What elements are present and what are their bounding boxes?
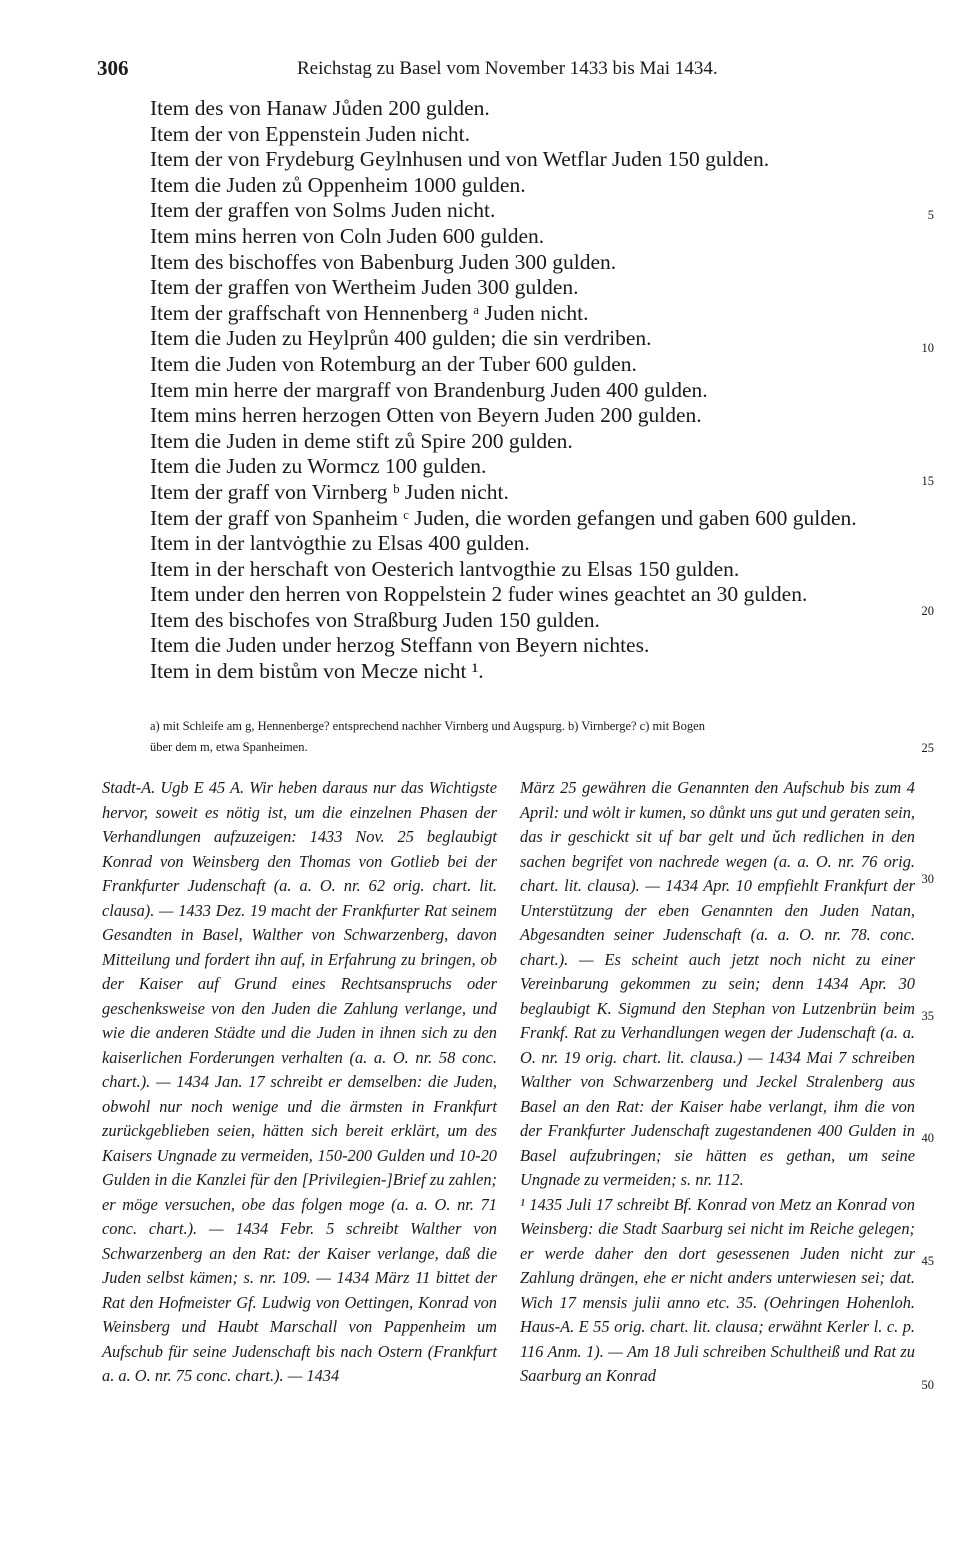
footnote-1-paragraph: ¹ 1435 Juli 17 schreibt Bf. Konrad von Metz an Konrad von Weinsberg: die Stadt Saarburg sei nicht im Reiche gelegen; er werde daher den dort gesessenen Juden nicht zur Zahlung drängen, ehe er nicht anders unterwiesen sei; dat. Wich 17 mensis julii anno etc. 35. (Oehringen Hohenloh. Haus-A. E 55 orig. chart. lit. clausa; erwähnt Kerler l. c. p. 116 Anm. 1). — Am 18 Juli schreiben Schultheiß und Rat zu Saarburg an Konrad — [520, 1194, 915, 1385]
commentary-right-column — [520, 776, 915, 1389]
commentary — [96, 776, 920, 1516]
line-number: 10 — [921, 341, 934, 355]
item-entry: Item mins herren herzogen Otten von Beyern Juden 200 gulden. — [150, 403, 702, 428]
item-entry: Item die Juden zů Oppenheim 1000 gulden. — [150, 172, 526, 197]
page-header — [97, 56, 927, 86]
item-entry: Item in dem bistům von Mecze nicht ¹. — [150, 659, 484, 684]
apparatus-footnotes — [150, 716, 920, 758]
footnote-line: über dem m, etwa Spanheimen. — [150, 740, 308, 754]
commentary-left-column — [102, 776, 497, 1389]
line-number: 5 — [927, 208, 934, 222]
item-entry: Item die Juden von Rotemburg an der Tuber 600 gulden. — [150, 351, 637, 376]
item-entry: Item in der herschaft von Oesterich lantvogthie zu Elsas 150 gulden. — [150, 556, 740, 581]
commentary-paragraph: Stadt-A. Ugb E 45 A. Wir heben daraus nur das Wichtigste hervor, soweit es nötig ist, um die einzelnen Phasen der Verhandlungen aufzuzeigen: 1433 Nov. 25 beglaubigt Konrad von Weinsberg den Thomas von Gotlieb bei der Frankfurter Judenschaft (a. a. O. nr. 62 orig. chart. lit. clausa). — 1433 Dez. 19 macht der Frankfurter Rat seinem Gesandten in Basel, Walther von Schwarzenberg, davon Mitteilung und fordert ihn auf, in Erfahrung zu bringen, ob der Kaiser auf Grund eines Rechtsanspruchs oder geschenksweise von den Juden die Zahlung verlange, und wie die anderen Städte und die Juden in ihnen sich zu den kaiserlichen Forderungen verhalten (a. a. O. nr. 58 conc. chart.). — 1434 Jan. 17 schreibt er demselben: die Juden, obwohl nur noch wenige und die ärmsten in Frankfurt zurückgeblieben seien, hätten sich bereit erklärt, um des Kaisers Ungnade zu vermeiden, 150-200 Gulden und 10-20 Gulden in die Kanzlei für den [Privilegien-]Brief zu zahlen; er möge versuchen, obe das folgen moge (a. a. O. nr. 71 conc. chart.). — 1434 Febr. 5 schreibt Walther von Schwarzenberg an den Rat: der Kaiser verlange, daß die Juden selbst kämen; s. nr. 109. — 1434 März 11 bittet der Rat den Hofmeister Gf. Ludwig von Oettingen, Konrad von Weinsberg und Haubt Marschall von Pappenheim um Aufschub für seine Judenschaft bis nach Ostern (Frankfurt a. a. O. nr. 75 conc. chart.). — 1434 — [102, 778, 497, 1385]
item-entry: Item der graffen von Wertheim Juden 300 gulden. — [150, 275, 579, 300]
item-entry: Item der graffen von Solms Juden nicht. — [150, 198, 496, 223]
line-number: 50 — [921, 1378, 934, 1392]
item-entry: Item min herre der margraff von Brandenburg Juden 400 gulden. — [150, 377, 708, 402]
item-entry: Item die Juden in deme stift zů Spire 200 gulden. — [150, 428, 573, 453]
item-list — [150, 96, 930, 685]
item-entry: Item der von Eppenstein Juden nicht. — [150, 121, 471, 146]
footnote-line: a) mit Schleife am g, Hennenberge? entsprechend nachher Virnberg und Augspurg. b) Virnberge? c) mit Bogen — [150, 719, 705, 733]
item-entry: Item die Juden under herzog Steffann von Beyern nichtes. — [150, 633, 650, 658]
page-number: 306 — [97, 56, 129, 80]
item-entry: Item der von Frydeburg Geylnhusen und von Wetflar Juden 150 gulden. — [150, 147, 770, 172]
item-entry: Item die Juden zu Heylprůn 400 gulden; die sin verdriben. — [150, 326, 652, 351]
item-entry: Item des von Hanaw Jůden 200 gulden. — [150, 96, 490, 120]
line-number: 45 — [921, 1254, 934, 1268]
line-number: 35 — [921, 1009, 934, 1023]
item-entry: Item in der lantvȯgthie zu Elsas 400 gulden. — [150, 531, 530, 556]
line-number: 20 — [921, 604, 934, 618]
line-number: 15 — [921, 474, 934, 488]
running-title: Reichstag zu Basel vom November 1433 bis Mai 1434. — [297, 58, 718, 79]
line-number: 25 — [921, 741, 934, 755]
item-entry: Item mins herren von Coln Juden 600 gulden. — [150, 223, 545, 248]
item-entry: Item der graffschaft von Hennenberg ᵃ Juden nicht. — [150, 300, 589, 325]
item-entry: Item under den herren von Roppelstein 2 fuder wines geachtet an 30 gulden. — [150, 582, 808, 607]
line-number: 30 — [921, 872, 934, 886]
item-entry: Item des bischofes von Straßburg Juden 150 gulden. — [150, 607, 600, 632]
item-entry: Item des bischoffes von Babenburg Juden 300 gulden. — [150, 249, 617, 274]
item-entry: Item die Juden zu Wormcz 100 gulden. — [150, 454, 487, 479]
item-entry: Item der graff von Spanheim ᶜ Juden, die worden gefangen und gaben 600 gulden. — [150, 505, 857, 530]
line-number: 40 — [921, 1131, 934, 1145]
commentary-paragraph: März 25 gewähren die Genannten den Aufschub bis zum 4 April: und wȯlt ir kumen, so důnkt uns gut und geraten sein, das ir geschickt sit uf bar gelt und ǔch redlichen in den sachen begrifet von nachrede wegen (a. a. O. nr. 76 orig. chart. lit. clausa). — 1434 Apr. 10 empfiehlt Frankfurt der Unterstützung der eben Genannten den Juden Natan, Abgesandten seiner Judenschaft (a. a. O. nr. 78. conc. chart.). — Es scheint auch jetzt noch nicht zu einer Vereinbarung gekommen zu sein; denn 1434 Apr. 30 beglaubigt K. Sigmund den Stephan von Lutzenbrün beim Frankf. Rat zu Verhandlungen wegen der Judenschaft (a. a. O. nr. 19 orig. chart. lit. clausa.) — 1434 Mai 7 schreiben Walther von Schwarzenberg und Jeckel Stralenberg aus Basel an den Rat: der Kaiser habe verlangt, ihm die von der Frankfurter Judenschaft zugestandenen 400 Gulden in Basel aufzubringen; sie hätten es gethan, um seine Ungnade zu vermeiden; s. nr. 112. — [520, 778, 915, 1189]
item-entry: Item der graff von Virnberg ᵇ Juden nicht. — [150, 479, 509, 504]
